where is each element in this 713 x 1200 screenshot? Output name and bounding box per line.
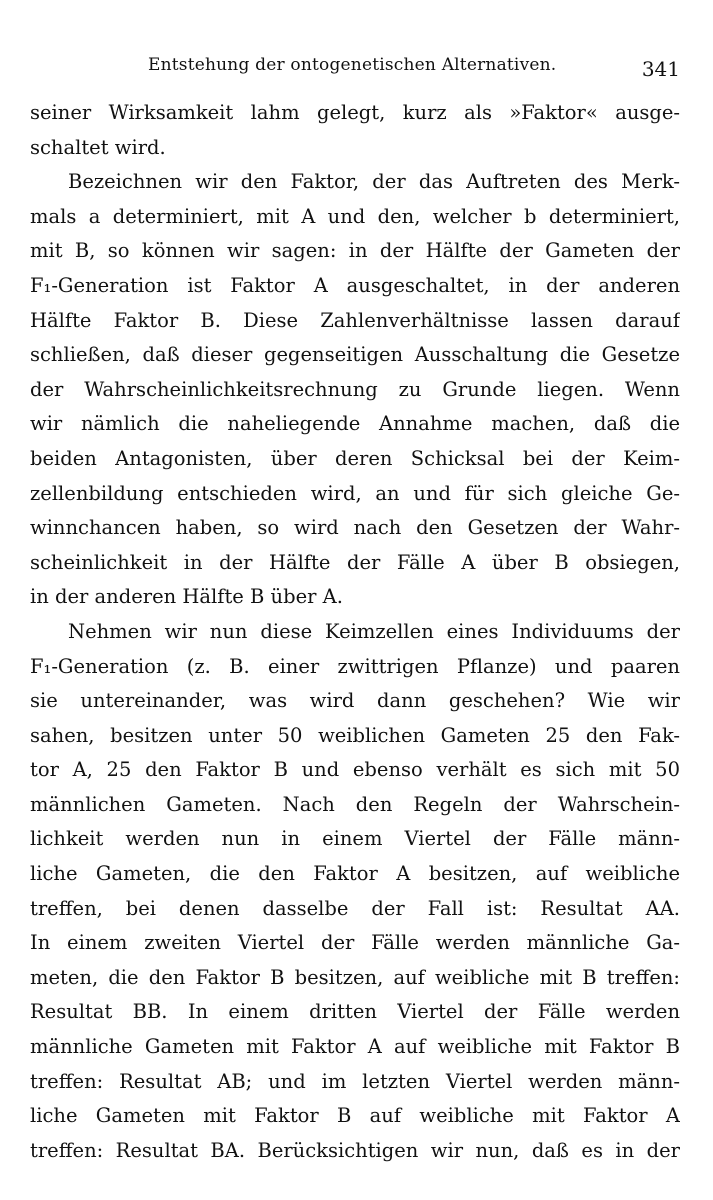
body-text [30,96,680,1168]
text-line: tor A, 25 den Faktor B und ebenso verhält es sich mit 50 [30,758,680,782]
running-title: Entstehung der ontogenetischen Alternativen. [148,55,557,75]
text-line: treffen, bei denen dasselbe der Fall ist: Resultat AA. [30,896,680,920]
text-line: liche Gameten, die den Faktor A besitzen, auf weibliche [30,862,680,886]
text-line: Resultat BB. In einem dritten Viertel der Fälle werden [30,1000,680,1024]
text-line: sahen, besitzen unter 50 weiblichen Gameten 25 den Fak- [30,723,680,747]
text-line: meten, die den Faktor B besitzen, auf weibliche mit B treffen: [30,965,680,989]
text-line: treffen: Resultat AB; und im letzten Viertel werden männ- [30,1069,680,1093]
text-line: F₁-Generation (z. B. einer zwittrigen Pflanze) und paaren [30,654,680,678]
text-line: der Wahrscheinlichkeitsrechnung zu Grunde liegen. Wenn [30,377,680,401]
text-line: sie untereinander, was wird dann geschehen? Wie wir [30,689,680,713]
text-line: F₁-Generation ist Faktor A ausgeschaltet, in der anderen [30,273,680,297]
page-number: 341 [641,57,680,81]
text-line: Hälfte Faktor B. Diese Zahlenverhältnisse lassen darauf [30,308,680,332]
text-line: treffen: Resultat BA. Berücksichtigen wir nun, daß es in der [30,1138,680,1162]
text-line: mals a determiniert, mit A und den, welcher b determiniert, [30,204,680,228]
text-line: lichkeit werden nun in einem Viertel der Fälle männ- [30,827,680,851]
text-line: schaltet wird. [30,135,166,159]
text-line: seiner Wirksamkeit lahm gelegt, kurz als »Faktor« ausge- [30,101,680,124]
text-line: liche Gameten mit Faktor B auf weibliche mit Faktor A [30,1104,680,1128]
text-line: In einem zweiten Viertel der Fälle werden männliche Ga- [30,931,680,955]
text-line: beiden Antagonisten, über deren Schicksal bei der Keim- [30,446,680,470]
text-line: scheinlichkeit in der Hälfte der Fälle A über B obsiegen, [30,550,680,574]
text-line: Nehmen wir nun diese Keimzellen eines Individuums der [68,619,680,643]
text-line: mit B, so können wir sagen: in der Hälfte der Gameten der [30,239,680,263]
text-line: männliche Gameten mit Faktor A auf weibliche mit Faktor B [30,1035,680,1059]
text-line: Bezeichnen wir den Faktor, der das Auftreten des Merk- [68,170,680,194]
text-line: winnchancen haben, so wird nach den Gesetzen der Wahr- [30,516,680,540]
page-header [30,55,680,85]
text-line: in der anderen Hälfte B über A. [30,585,343,609]
text-line: zellenbildung entschieden wird, an und für sich gleiche Ge- [30,481,680,505]
text-line: schließen, daß dieser gegenseitigen Ausschaltung die Gesetze [30,343,680,367]
text-line: männlichen Gameten. Nach den Regeln der Wahrschein- [30,792,680,816]
text-line: wir nämlich die naheliegende Annahme machen, daß die [30,412,680,436]
